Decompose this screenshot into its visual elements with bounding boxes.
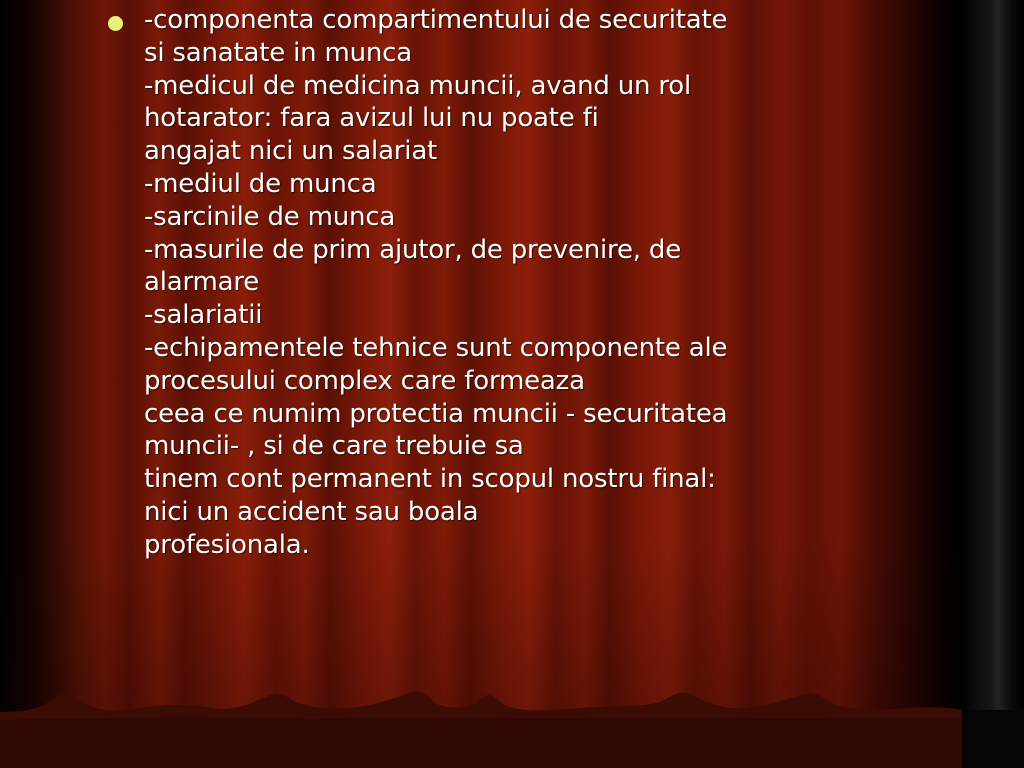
curtain-hem-floor [0, 690, 1024, 768]
text-line: ceea ce numim protectia muncii - securitatea [144, 398, 728, 429]
text-line: nici un accident sau boala [144, 496, 479, 527]
text-line: procesului complex care formeaza [144, 365, 585, 396]
text-line: si sanatate in munca [144, 37, 412, 68]
text-line: -masurile de prim ajutor, de prevenire, de [144, 234, 682, 265]
dark-side-curtain [960, 0, 1024, 768]
text-line: -salariatii [144, 300, 263, 331]
text-line: angajat nici un salariat [144, 136, 438, 167]
text-line: tinem cont permanent in scopul nostru final: [144, 464, 716, 495]
text-line: alarmare [144, 267, 260, 298]
text-line: -componenta compartimentului de securitate [144, 5, 728, 35]
text-line: -mediul de munca [144, 168, 377, 199]
text-line: muncii- , si de care trebuie sa [144, 431, 524, 462]
text-line: -sarcinile de munca [144, 201, 396, 232]
text-line: -medicul de medicina muncii, avand un rol [144, 70, 692, 101]
text-line: -echipamentele tehnice sunt componente ale [144, 332, 728, 363]
bullet-item [104, 4, 844, 562]
slide-content [104, 4, 844, 562]
text-line: profesionala. [144, 529, 310, 560]
text-line: hotarator: fara avizul lui nu poate fi [144, 103, 599, 134]
bullet-dot-icon [108, 16, 123, 31]
bullet-text [144, 4, 844, 562]
